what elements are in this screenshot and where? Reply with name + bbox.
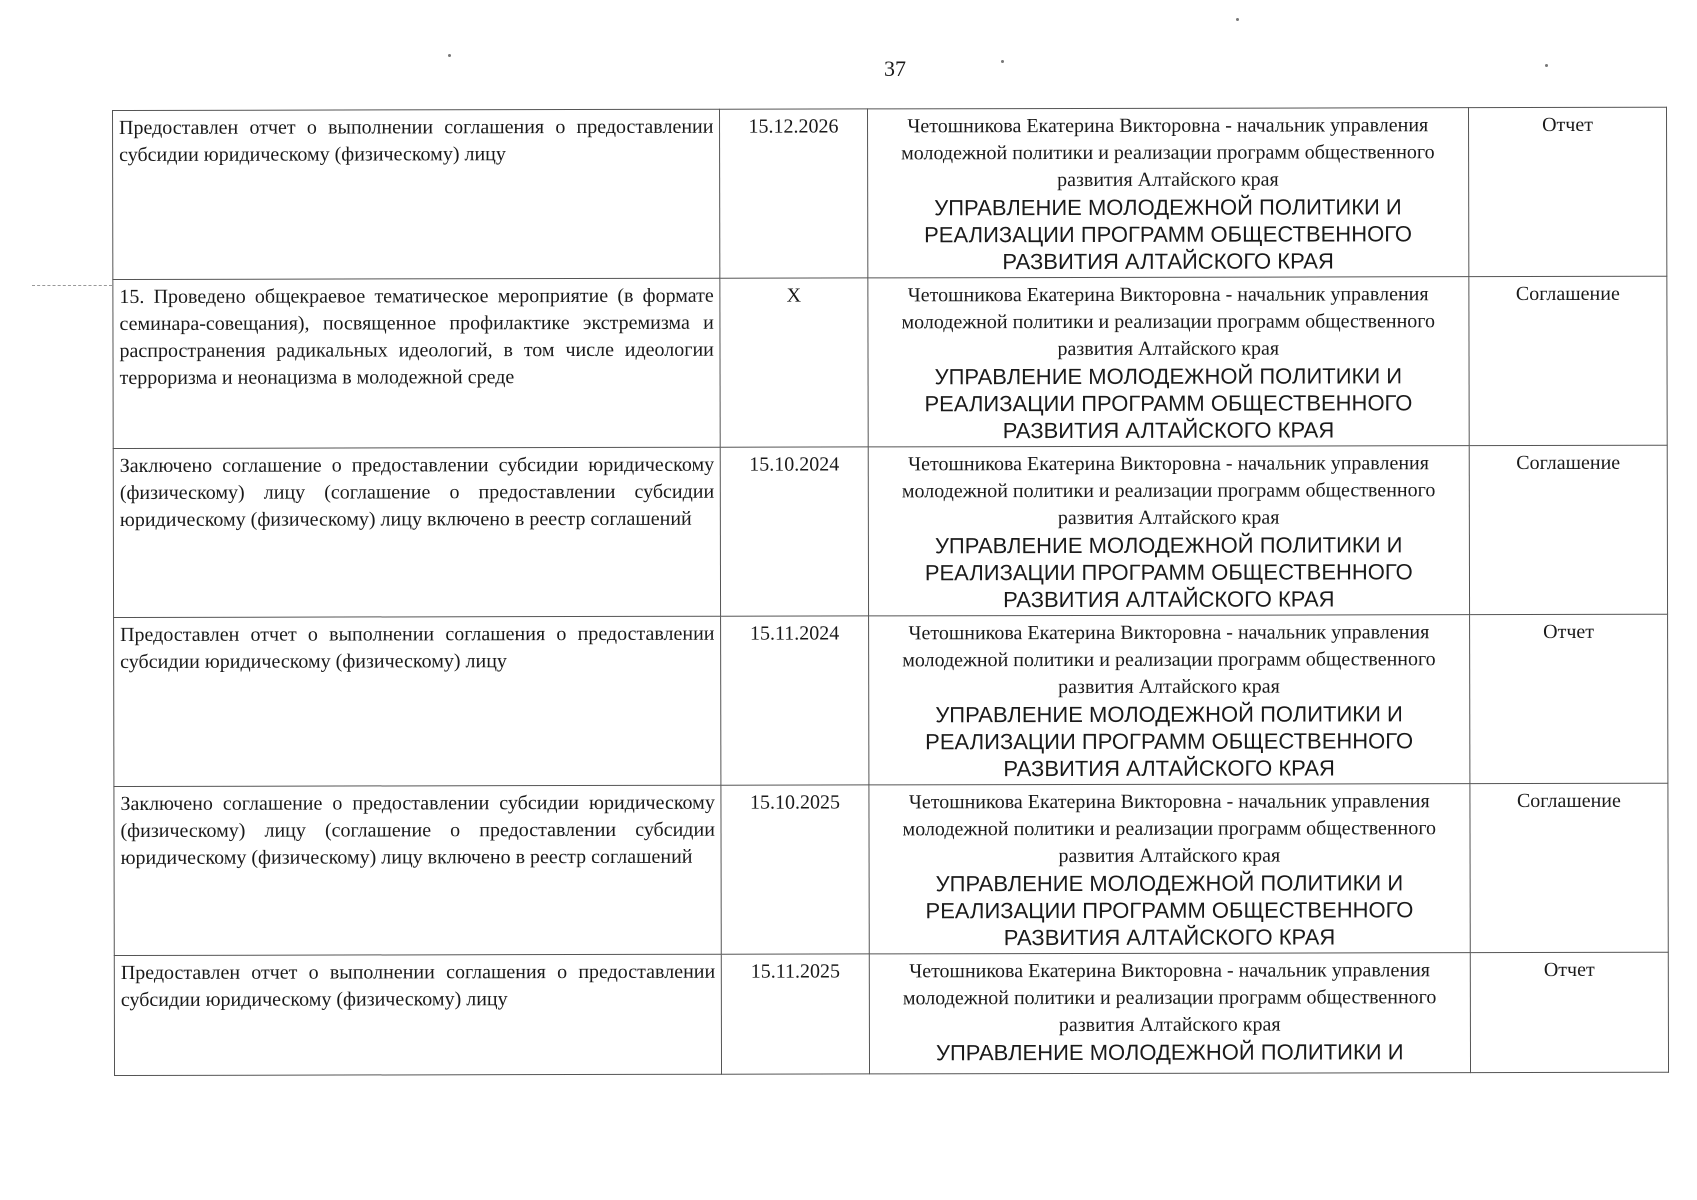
row-description: 15. Проведено общекраевое тематическое мероприятие (в формате семинара-совещания), посвященное профилактике экстремизма и распространения радикальных идеологий, в том числе идеологии терроризма и неонацизма в молодежной среде: [113, 278, 721, 448]
row-document-type: Отчет: [1468, 107, 1666, 276]
row-responsible-cell: [868, 446, 1470, 616]
row-date: X: [720, 278, 868, 447]
row-department: УПРАВЛЕНИЕ МОЛОДЕЖНОЙ ПОЛИТИКИ И РЕАЛИЗАЦИИ ПРОГРАММ ОБЩЕСТВЕННОГО РАЗВИТИЯ АЛТАЙСКОГО КРАЯ: [925, 870, 1414, 951]
table-row: [114, 614, 1668, 786]
row-document-type: Соглашение: [1470, 783, 1668, 952]
table-row: [113, 276, 1667, 448]
scan-speck: [448, 54, 451, 57]
row-responsible: Четошникова Екатерина Викторовна - начальник управления молодежной политики и реализации программ общественного развития Алтайского края: [902, 790, 1437, 868]
row-date: 15.12.2026: [720, 109, 868, 278]
row-responsible-cell: [869, 784, 1471, 954]
row-department: УПРАВЛЕНИЕ МОЛОДЕЖНОЙ ПОЛИТИКИ И: [935, 1039, 1404, 1066]
row-document-type: Отчет: [1470, 952, 1668, 1072]
row-description: Заключено соглашение о предоставлении субсидии юридическому (физическому) лицу (соглашение о предоставлении субсидии юридическому (физическому) лицу включено в реестр соглашений: [113, 447, 721, 617]
row-description: Предоставлен отчет о выполнении соглашения о предоставлении субсидии юридическому (физическому) лицу: [113, 109, 721, 279]
row-date: 15.11.2025: [722, 954, 870, 1074]
scan-speck: [1236, 18, 1239, 21]
table-row: [114, 783, 1668, 955]
table-row: [114, 952, 1668, 1075]
row-description: Предоставлен отчет о выполнении соглашения о предоставлении субсидии юридическому (физическому) лицу: [114, 954, 722, 1075]
row-department: УПРАВЛЕНИЕ МОЛОДЕЖНОЙ ПОЛИТИКИ И РЕАЛИЗАЦИИ ПРОГРАММ ОБЩЕСТВЕННОГО РАЗВИТИЯ АЛТАЙСКОГО КРАЯ: [924, 194, 1413, 275]
row-date: 15.10.2024: [721, 447, 869, 616]
scan-speck: [1001, 60, 1004, 63]
row-responsible: Четошникова Екатерина Викторовна - начальник управления молодежной политики и реализации программ общественного развития Алтайского края: [901, 452, 1436, 530]
page-number: 37: [884, 56, 906, 81]
row-responsible: Четошникова Екатерина Викторовна - начальник управления молодежной политики и реализации программ общественного развития Алтайского края: [901, 114, 1435, 192]
table-row: [113, 107, 1667, 279]
row-document-type: Соглашение: [1469, 445, 1667, 614]
row-responsible: Четошникова Екатерина Викторовна - начальник управления молодежной политики и реализации программ общественного развития Алтайского края: [901, 283, 1435, 361]
row-responsible-cell: [867, 277, 1469, 447]
row-responsible-cell: [869, 953, 1471, 1074]
row-department: УПРАВЛЕНИЕ МОЛОДЕЖНОЙ ПОЛИТИКИ И РЕАЛИЗАЦИИ ПРОГРАММ ОБЩЕСТВЕННОГО РАЗВИТИЯ АЛТАЙСКОГО КРАЯ: [924, 363, 1413, 444]
row-department: УПРАВЛЕНИЕ МОЛОДЕЖНОЙ ПОЛИТИКИ И РЕАЛИЗАЦИИ ПРОГРАММ ОБЩЕСТВЕННОГО РАЗВИТИЯ АЛТАЙСКОГО КРАЯ: [925, 701, 1414, 782]
row-description: Предоставлен отчет о выполнении соглашения о предоставлении субсидии юридическому (физическому) лицу: [114, 616, 722, 786]
plan-table: [112, 107, 1669, 1076]
row-document-type: Отчет: [1469, 614, 1667, 783]
row-responsible-cell: [868, 615, 1470, 785]
scan-speck: [1545, 64, 1548, 67]
row-date: 15.11.2024: [721, 616, 869, 785]
row-document-type: Соглашение: [1469, 276, 1667, 445]
table-row: [113, 445, 1667, 617]
scan-margin-mark: [32, 285, 112, 286]
row-responsible-cell: [867, 108, 1469, 278]
row-responsible: Четошникова Екатерина Викторовна - начальник управления молодежной политики и реализации программ общественного развития Алтайского края: [902, 621, 1436, 699]
row-responsible: Четошникова Екатерина Викторовна - начальник управления молодежной политики и реализации программ общественного развития Алтайского края: [902, 959, 1437, 1037]
row-department: УПРАВЛЕНИЕ МОЛОДЕЖНОЙ ПОЛИТИКИ И РЕАЛИЗАЦИИ ПРОГРАММ ОБЩЕСТВЕННОГО РАЗВИТИЯ АЛТАЙСКОГО КРАЯ: [924, 532, 1413, 613]
row-date: 15.10.2025: [721, 785, 869, 954]
row-description: Заключено соглашение о предоставлении субсидии юридическому (физическому) лицу (соглашение о предоставлении субсидии юридическому (физическому) лицу включено в реестр соглашений: [114, 785, 722, 955]
